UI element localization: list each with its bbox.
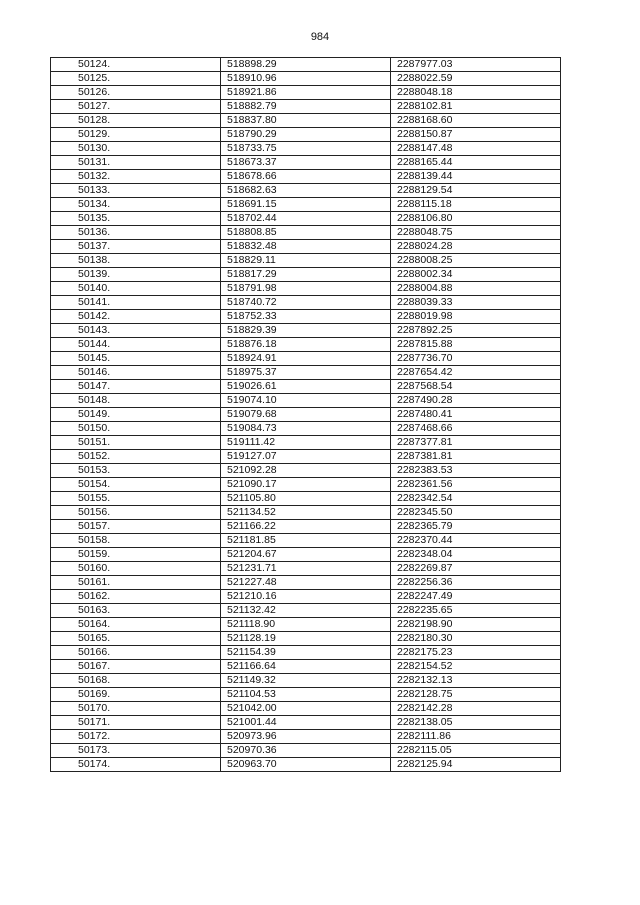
x-coordinate-cell: 518829.11: [221, 254, 391, 268]
y-coordinate-cell: 2282154.52: [391, 660, 561, 674]
x-coordinate-cell: 518924.91: [221, 352, 391, 366]
table-row: [51, 142, 561, 156]
point-id-cell: 50144.: [51, 338, 221, 352]
point-id-cell: 50159.: [51, 548, 221, 562]
point-id-cell: 50136.: [51, 226, 221, 240]
point-id-cell: 50142.: [51, 310, 221, 324]
table-row: [51, 744, 561, 758]
x-coordinate-cell: 518682.63: [221, 184, 391, 198]
x-coordinate-cell: 518898.29: [221, 58, 391, 72]
table-row: [51, 408, 561, 422]
table-row: [51, 562, 561, 576]
x-coordinate-cell: 521042.00: [221, 702, 391, 716]
point-id-cell: 50163.: [51, 604, 221, 618]
point-id-cell: 50161.: [51, 576, 221, 590]
table-row: [51, 282, 561, 296]
x-coordinate-cell: 521181.85: [221, 534, 391, 548]
y-coordinate-cell: 2282361.56: [391, 478, 561, 492]
table-row: [51, 394, 561, 408]
table-row: [51, 534, 561, 548]
x-coordinate-cell: 518910.96: [221, 72, 391, 86]
y-coordinate-cell: 2287654.42: [391, 366, 561, 380]
table-row: [51, 660, 561, 674]
y-coordinate-cell: 2288147.48: [391, 142, 561, 156]
point-id-cell: 50137.: [51, 240, 221, 254]
table-row: [51, 268, 561, 282]
y-coordinate-cell: 2282128.75: [391, 688, 561, 702]
y-coordinate-cell: 2287815.88: [391, 338, 561, 352]
x-coordinate-cell: 518752.33: [221, 310, 391, 324]
y-coordinate-cell: 2282370.44: [391, 534, 561, 548]
y-coordinate-cell: 2282138.05: [391, 716, 561, 730]
x-coordinate-cell: 518975.37: [221, 366, 391, 380]
y-coordinate-cell: 2288165.44: [391, 156, 561, 170]
point-id-cell: 50128.: [51, 114, 221, 128]
table-row: [51, 464, 561, 478]
x-coordinate-cell: 520970.36: [221, 744, 391, 758]
y-coordinate-cell: 2288039.33: [391, 296, 561, 310]
y-coordinate-cell: 2282247.49: [391, 590, 561, 604]
x-coordinate-cell: 521128.19: [221, 632, 391, 646]
table-row: [51, 688, 561, 702]
table-row: [51, 520, 561, 534]
point-id-cell: 50133.: [51, 184, 221, 198]
point-id-cell: 50169.: [51, 688, 221, 702]
point-id-cell: 50153.: [51, 464, 221, 478]
y-coordinate-cell: 2287468.66: [391, 422, 561, 436]
table-row: [51, 240, 561, 254]
x-coordinate-cell: 519079.68: [221, 408, 391, 422]
point-id-cell: 50172.: [51, 730, 221, 744]
point-id-cell: 50134.: [51, 198, 221, 212]
table-row: [51, 100, 561, 114]
x-coordinate-cell: 518678.66: [221, 170, 391, 184]
y-coordinate-cell: 2282132.13: [391, 674, 561, 688]
point-id-cell: 50164.: [51, 618, 221, 632]
x-coordinate-cell: 520973.96: [221, 730, 391, 744]
x-coordinate-cell: 521134.52: [221, 506, 391, 520]
x-coordinate-cell: 521104.53: [221, 688, 391, 702]
x-coordinate-cell: 518740.72: [221, 296, 391, 310]
point-id-cell: 50143.: [51, 324, 221, 338]
x-coordinate-cell: 519127.07: [221, 450, 391, 464]
y-coordinate-cell: 2288129.54: [391, 184, 561, 198]
point-id-cell: 50150.: [51, 422, 221, 436]
x-coordinate-cell: 519074.10: [221, 394, 391, 408]
table-row: [51, 478, 561, 492]
y-coordinate-cell: 2288024.28: [391, 240, 561, 254]
x-coordinate-cell: 518829.39: [221, 324, 391, 338]
table-row: [51, 548, 561, 562]
point-id-cell: 50168.: [51, 674, 221, 688]
y-coordinate-cell: 2282180.30: [391, 632, 561, 646]
table-row: [51, 212, 561, 226]
table-row: [51, 198, 561, 212]
x-coordinate-cell: 518837.80: [221, 114, 391, 128]
table-row: [51, 618, 561, 632]
point-id-cell: 50139.: [51, 268, 221, 282]
y-coordinate-cell: 2282348.04: [391, 548, 561, 562]
table-row: [51, 324, 561, 338]
y-coordinate-cell: 2287490.28: [391, 394, 561, 408]
point-id-cell: 50125.: [51, 72, 221, 86]
table-row: [51, 576, 561, 590]
x-coordinate-cell: 521149.32: [221, 674, 391, 688]
table-row: [51, 730, 561, 744]
table-row: [51, 338, 561, 352]
y-coordinate-cell: 2282142.28: [391, 702, 561, 716]
y-coordinate-cell: 2287736.70: [391, 352, 561, 366]
table-row: [51, 422, 561, 436]
y-coordinate-cell: 2288106.80: [391, 212, 561, 226]
x-coordinate-cell: 520963.70: [221, 758, 391, 772]
table-row: [51, 436, 561, 450]
point-id-cell: 50154.: [51, 478, 221, 492]
point-id-cell: 50126.: [51, 86, 221, 100]
x-coordinate-cell: 521227.48: [221, 576, 391, 590]
point-id-cell: 50129.: [51, 128, 221, 142]
y-coordinate-cell: 2282175.23: [391, 646, 561, 660]
x-coordinate-cell: 521204.67: [221, 548, 391, 562]
x-coordinate-cell: 521166.64: [221, 660, 391, 674]
y-coordinate-cell: 2282235.65: [391, 604, 561, 618]
x-coordinate-cell: 518790.29: [221, 128, 391, 142]
point-id-cell: 50174.: [51, 758, 221, 772]
x-coordinate-cell: 518791.98: [221, 282, 391, 296]
point-id-cell: 50132.: [51, 170, 221, 184]
x-coordinate-cell: 521231.71: [221, 562, 391, 576]
table-row: [51, 352, 561, 366]
y-coordinate-cell: 2288022.59: [391, 72, 561, 86]
point-id-cell: 50145.: [51, 352, 221, 366]
table-row: [51, 254, 561, 268]
point-id-cell: 50167.: [51, 660, 221, 674]
x-coordinate-cell: 521092.28: [221, 464, 391, 478]
point-id-cell: 50171.: [51, 716, 221, 730]
point-id-cell: 50160.: [51, 562, 221, 576]
y-coordinate-cell: 2288168.60: [391, 114, 561, 128]
x-coordinate-cell: 521001.44: [221, 716, 391, 730]
y-coordinate-cell: 2282342.54: [391, 492, 561, 506]
table-row: [51, 492, 561, 506]
x-coordinate-cell: 518832.48: [221, 240, 391, 254]
x-coordinate-cell: 521210.16: [221, 590, 391, 604]
point-id-cell: 50140.: [51, 282, 221, 296]
table-row: [51, 506, 561, 520]
point-id-cell: 50152.: [51, 450, 221, 464]
point-id-cell: 50131.: [51, 156, 221, 170]
y-coordinate-cell: 2282365.79: [391, 520, 561, 534]
table-row: [51, 170, 561, 184]
y-coordinate-cell: 2282115.05: [391, 744, 561, 758]
y-coordinate-cell: 2288048.75: [391, 226, 561, 240]
table-row: [51, 450, 561, 464]
point-id-cell: 50158.: [51, 534, 221, 548]
table-row: [51, 86, 561, 100]
table-row: [51, 156, 561, 170]
x-coordinate-cell: 521105.80: [221, 492, 391, 506]
y-coordinate-cell: 2288004.88: [391, 282, 561, 296]
x-coordinate-cell: 521132.42: [221, 604, 391, 618]
y-coordinate-cell: 2287568.54: [391, 380, 561, 394]
x-coordinate-cell: 521166.22: [221, 520, 391, 534]
y-coordinate-cell: 2282345.50: [391, 506, 561, 520]
y-coordinate-cell: 2288008.25: [391, 254, 561, 268]
table-row: [51, 296, 561, 310]
y-coordinate-cell: 2282111.86: [391, 730, 561, 744]
x-coordinate-cell: 519111.42: [221, 436, 391, 450]
x-coordinate-cell: 518882.79: [221, 100, 391, 114]
y-coordinate-cell: 2287377.81: [391, 436, 561, 450]
y-coordinate-cell: 2287480.41: [391, 408, 561, 422]
point-id-cell: 50162.: [51, 590, 221, 604]
x-coordinate-cell: 521154.39: [221, 646, 391, 660]
y-coordinate-cell: 2288019.98: [391, 310, 561, 324]
point-id-cell: 50130.: [51, 142, 221, 156]
y-coordinate-cell: 2288139.44: [391, 170, 561, 184]
table-row: [51, 184, 561, 198]
table-row: [51, 604, 561, 618]
y-coordinate-cell: 2282256.36: [391, 576, 561, 590]
x-coordinate-cell: 521118.90: [221, 618, 391, 632]
x-coordinate-cell: 518817.29: [221, 268, 391, 282]
y-coordinate-cell: 2288102.81: [391, 100, 561, 114]
point-id-cell: 50127.: [51, 100, 221, 114]
x-coordinate-cell: 518691.15: [221, 198, 391, 212]
table-row: [51, 632, 561, 646]
y-coordinate-cell: 2287381.81: [391, 450, 561, 464]
coordinate-table-body: [51, 58, 561, 772]
table-row: [51, 58, 561, 72]
y-coordinate-cell: 2282125.94: [391, 758, 561, 772]
table-row: [51, 646, 561, 660]
x-coordinate-cell: 518876.18: [221, 338, 391, 352]
y-coordinate-cell: 2287977.03: [391, 58, 561, 72]
y-coordinate-cell: 2288115.18: [391, 198, 561, 212]
point-id-cell: 50124.: [51, 58, 221, 72]
point-id-cell: 50148.: [51, 394, 221, 408]
table-row: [51, 114, 561, 128]
point-id-cell: 50141.: [51, 296, 221, 310]
point-id-cell: 50147.: [51, 380, 221, 394]
point-id-cell: 50146.: [51, 366, 221, 380]
table-row: [51, 226, 561, 240]
point-id-cell: 50138.: [51, 254, 221, 268]
x-coordinate-cell: 521090.17: [221, 478, 391, 492]
point-id-cell: 50157.: [51, 520, 221, 534]
table-row: [51, 72, 561, 86]
table-row: [51, 674, 561, 688]
table-row: [51, 128, 561, 142]
point-id-cell: 50173.: [51, 744, 221, 758]
table-row: [51, 590, 561, 604]
point-id-cell: 50170.: [51, 702, 221, 716]
y-coordinate-cell: 2288002.34: [391, 268, 561, 282]
y-coordinate-cell: 2282383.53: [391, 464, 561, 478]
point-id-cell: 50166.: [51, 646, 221, 660]
point-id-cell: 50149.: [51, 408, 221, 422]
y-coordinate-cell: 2282269.87: [391, 562, 561, 576]
table-row: [51, 716, 561, 730]
table-row: [51, 702, 561, 716]
x-coordinate-cell: 519084.73: [221, 422, 391, 436]
x-coordinate-cell: 518733.75: [221, 142, 391, 156]
y-coordinate-cell: 2288150.87: [391, 128, 561, 142]
x-coordinate-cell: 518808.85: [221, 226, 391, 240]
y-coordinate-cell: 2287892.25: [391, 324, 561, 338]
point-id-cell: 50135.: [51, 212, 221, 226]
y-coordinate-cell: 2288048.18: [391, 86, 561, 100]
page-number: 984: [310, 31, 330, 43]
coordinate-table: [50, 57, 561, 772]
y-coordinate-cell: 2282198.90: [391, 618, 561, 632]
table-row: [51, 758, 561, 772]
x-coordinate-cell: 519026.61: [221, 380, 391, 394]
x-coordinate-cell: 518921.86: [221, 86, 391, 100]
point-id-cell: 50155.: [51, 492, 221, 506]
table-row: [51, 310, 561, 324]
point-id-cell: 50165.: [51, 632, 221, 646]
table-row: [51, 366, 561, 380]
point-id-cell: 50151.: [51, 436, 221, 450]
x-coordinate-cell: 518673.37: [221, 156, 391, 170]
point-id-cell: 50156.: [51, 506, 221, 520]
x-coordinate-cell: 518702.44: [221, 212, 391, 226]
table-row: [51, 380, 561, 394]
